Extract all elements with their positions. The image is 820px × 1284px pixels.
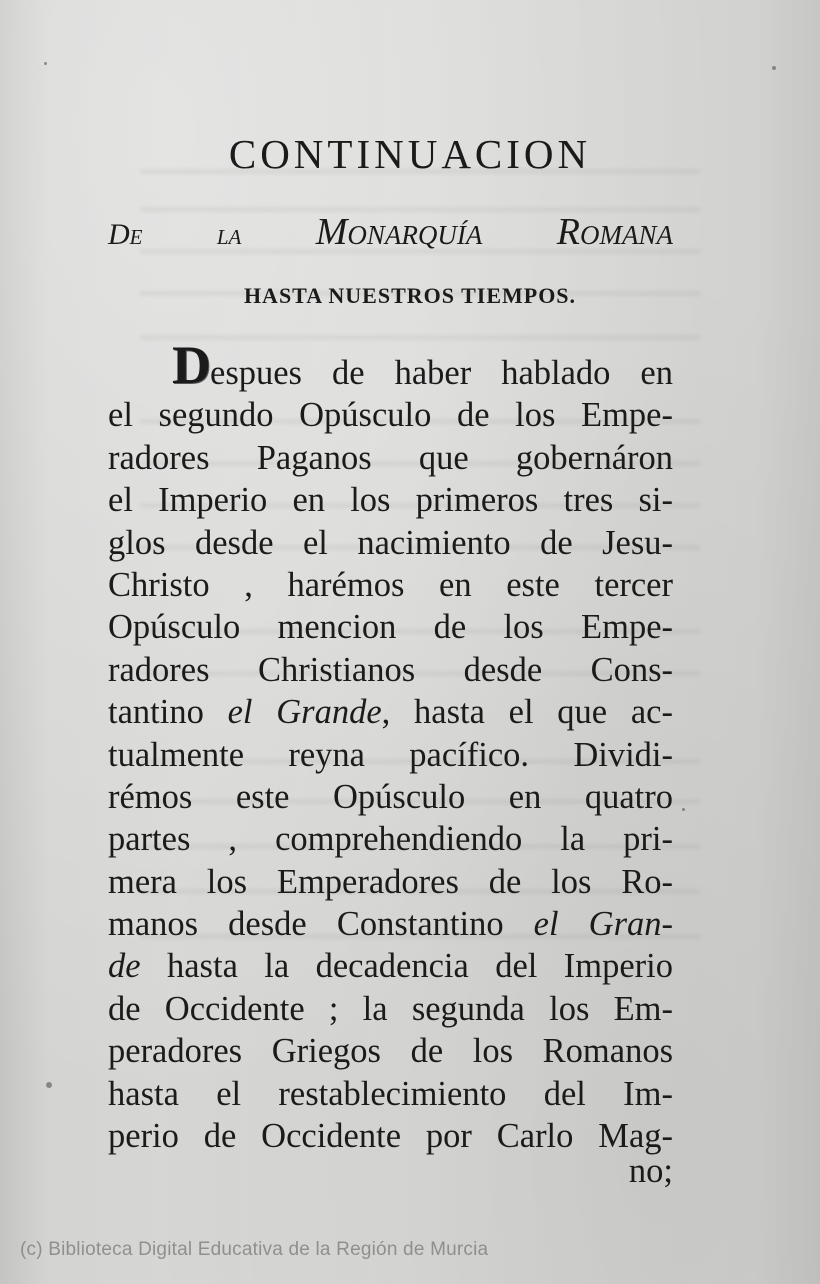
- subtitle-word: la: [216, 218, 242, 251]
- text-line: mera los Emperadores de los Ro-: [108, 862, 673, 901]
- text-line: perio de Occidente por Carlo Mag-: [108, 1117, 673, 1156]
- text-line: partes , comprehendiendo la pri-: [108, 820, 673, 859]
- text-line: espues de haber hablado en: [210, 354, 673, 392]
- catchword: no;: [628, 1152, 673, 1190]
- subtitle-word: Monarquía: [315, 211, 483, 253]
- text-line: rémos este Opúsculo en quatro: [108, 777, 673, 816]
- copyright-watermark: (c) Biblioteca Digital Educativa de la Región de Murcia: [20, 1239, 489, 1260]
- text-line: manos desde Constantino el Gran-: [108, 905, 673, 944]
- text-line: glos desde el nacimiento de Jesu-: [108, 523, 673, 562]
- body-text: [108, 335, 673, 1157]
- ink-spot: [46, 1082, 52, 1088]
- text-line: de Occidente ; la segunda los Em-: [108, 989, 673, 1028]
- text-line: tualmente reyna pacífico. Dividi-: [108, 735, 673, 774]
- ink-spot: [772, 66, 776, 70]
- text-line: peradores Griegos de los Romanos: [108, 1032, 673, 1071]
- text-line: de hasta la decadencia del Imperio: [108, 947, 673, 986]
- text-line: radores Paganos que gobernáron: [108, 438, 673, 477]
- text-line: hasta el restablecimiento del Im-: [108, 1074, 673, 1113]
- subtitle: [108, 210, 673, 254]
- text-line: el Imperio en los primeros tres si-: [108, 481, 673, 520]
- subtitle-word: Romana: [556, 211, 673, 253]
- section-heading: HASTA NUESTROS TIEMPOS.: [243, 283, 577, 308]
- drop-cap: D: [172, 335, 211, 395]
- text-line: Opúsculo mencion de los Empe-: [108, 608, 673, 647]
- text-line: radores Christianos desde Cons-: [108, 650, 673, 689]
- text-line: tantino el Grande, hasta el que ac-: [108, 693, 673, 732]
- ink-spot: [682, 808, 685, 811]
- page-title: CONTINUACION: [228, 131, 592, 177]
- text-line: el segundo Opúsculo de los Empe-: [108, 396, 673, 435]
- text-line: Christo , harémos en este tercer: [108, 565, 673, 604]
- ink-spot: [44, 62, 47, 65]
- subtitle-word: De: [108, 218, 143, 251]
